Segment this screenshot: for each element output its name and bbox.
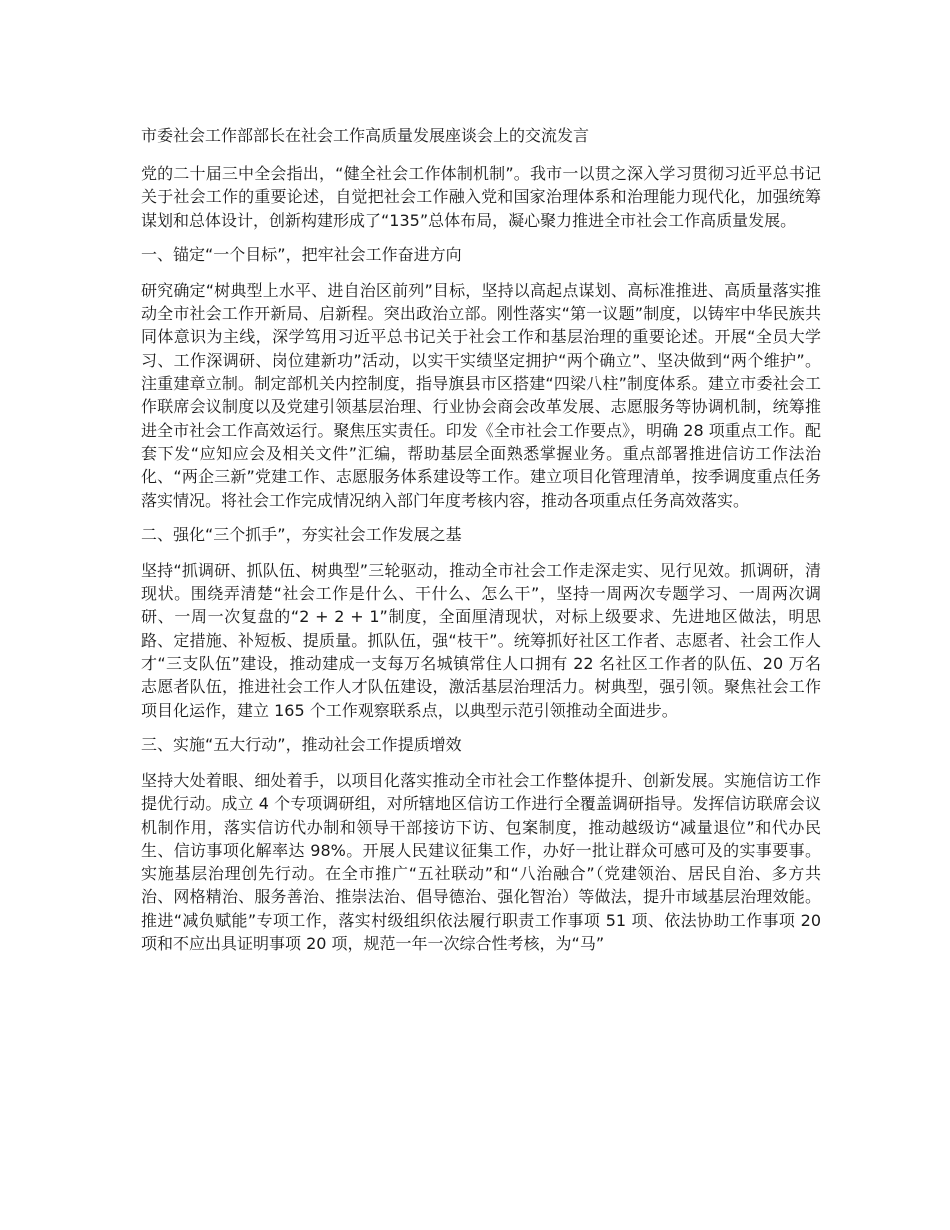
intro-paragraph: 党的二十届三中全会指出，“健全社会工作体制机制”。我市一以贯之深入学习贯彻习近平总书记关于社会工作的重要论述，自觉把社会工作融入党和国家治理体系和治理能力现代化，加强统筹谋划和总体设计，创新构建形成了“135”总体布局，凝心聚力推进全市社会工作高质量发展。 <box>141 164 821 230</box>
section-body-3: 坚持大处着眼、细处着手，以项目化落实推动全市社会工作整体提升、创新发展。实施信访工作提优行动。成立 4 个专项调研组，对所辖地区信访工作进行全覆盖调研指导。发挥信访联席会议机制作用，落实信访代办制和领导干部接访下访、包案制度，推动越级访“减量退位”和代办民生、信访事项化解率达 98%。开展人民建议征集工作，办好一批让群众可感可及的实事要事。实施基层治理创先行动。在全市推广“五社联动”和“八治融合”（党建领治、居民自治、多方共治、网格精治、服务善治、推崇法治、倡导德治、强化智治）等做法，提升市域基层治理效能。推进“减负赋能”专项工作，落实村级组织依法履行职责工作事项 51 项、依法协助工作事项 20 项和不应出具证明事项 20 项，规范一年一次综合性考核，为“马” <box>141 770 821 954</box>
section-heading-1: 一、锚定“一个目标”，把牢社会工作奋进方向 <box>141 244 462 264</box>
document-page <box>141 124 821 966</box>
document-title: 市委社会工作部部长在社会工作高质量发展座谈会上的交流发言 <box>141 126 590 145</box>
section-heading-3: 三、实施“五大行动”，推动社会工作提质增效 <box>141 734 462 754</box>
section-body-2: 坚持“抓调研、抓队伍、树典型”三轮驱动，推动全市社会工作走深走实、见行见效。抓调研，清现状。围绕弄清楚“社会工作是什么、干什么、怎么干”，坚持一周两次专题学习、一周两次调研、一周一次复盘的“2 + 2 + 1”制度，全面厘清现状，对标上级要求、先进地区做法，明思路、定措施、补短板、提质量。抓队伍，强“枝干”。统筹抓好社区工作者、志愿者、社会工作人才“三支队伍”建设，推动建成一支每万名城镇常住人口拥有 22 名社区工作者的队伍、20 万名志愿者队伍，推进社会工作人才队伍建设，激活基层治理活力。树典型，强引领。聚焦社会工作项目化运作，建立 165 个工作观察联系点，以典型示范引领推动全面进步。 <box>141 560 821 720</box>
section-heading-2: 二、强化“三个抓手”，夯实社会工作发展之基 <box>141 524 462 544</box>
section-body-1: 研究确定“树典型上水平、进自治区前列”目标，坚持以高起点谋划、高标准推进、高质量落实推动全市社会工作开新局、启新程。突出政治立部。刚性落实“第一议题”制度，以铸牢中华民族共同体意识为主线，深学笃用习近平总书记关于社会工作和基层治理的重要论述。开展“全员大学习、工作深调研、岗位建新功”活动，以实干实绩坚定拥护“两个确立”、坚决做到“两个维护”。注重建章立制。制定部机关内控制度，指导旗县市区搭建“四梁八柱”制度体系。建立市委社会工作联席会议制度以及党建引领基层治理、行业协会商会改革发展、志愿服务等协调机制，统筹推进全市社会工作高效运行。聚焦压实责任。印发《全市社会工作要点》，明确 28 项重点工作。配套下发“应知应会及相关文件”汇编，帮助基层全面熟悉掌握业务。重点部署推进信访工作法治化、“两企三新”党建工作、志愿服务体系建设等工作。建立项目化管理清单，按季调度重点任务落实情况。将社会工作完成情况纳入部门年度考核内容，推动各项重点任务高效落实。 <box>141 280 821 510</box>
